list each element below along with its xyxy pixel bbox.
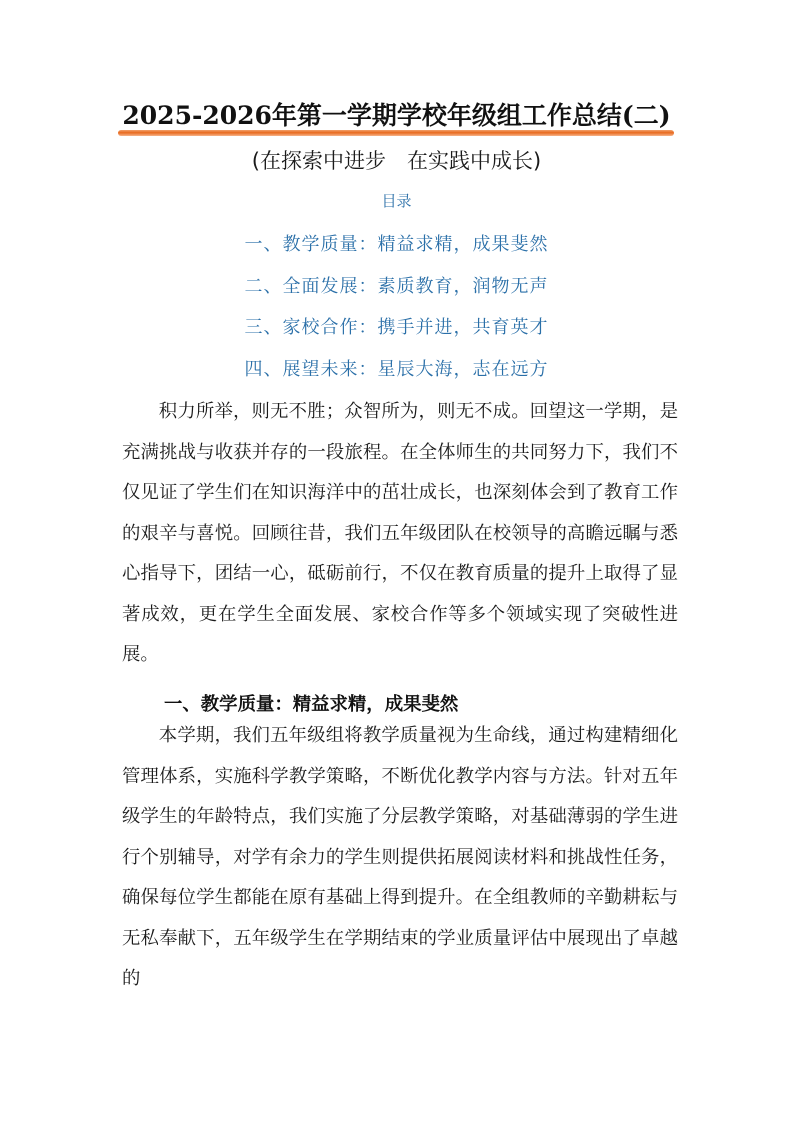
toc-item[interactable]: 一、教学质量：精益求精，成果斐然 (244, 234, 549, 255)
document-title: 2025-2026年第一学期学校年级组工作总结(二) (122, 101, 671, 130)
toc-item[interactable]: 三、家校合作：携手并进，共育英才 (244, 317, 549, 338)
intro-paragraph: 积力所举，则无不胜；众智所为，则无不成。回望这一学期，是充满挑战与收获并存的一段旅程。在全体师生的共同努力下，我们不仅见证了学生们在知识海洋中的茁壮成长，也深刻体会到了教育工作的艰辛与喜悦。回顾往昔，我们五年级团队在校领导的高瞻远瞩与悉心指导下，团结一心，砥砺前行，不仅在教育质量的提升上取得了显著成效，更在学生全面发展、家校合作等多个领域实现了突破性进展。 (122, 401, 678, 665)
toc-heading: 目录 (381, 192, 412, 210)
section-heading: 一、教学质量：精益求精，成果斐然 (164, 694, 459, 715)
toc-item[interactable]: 二、全面发展：素质教育，润物无声 (244, 276, 549, 297)
title-underline (118, 130, 674, 136)
section-paragraph: 本学期，我们五年级组将教学质量视为生命线，通过构建精细化管理体系，实施科学教学策略，不断优化教学内容与方法。针对五年级学生的年龄特点，我们实施了分层教学策略，对基础薄弱的学生进行个别辅导，对学有余力的学生则提供拓展阅读材料和挑战性任务，确保每位学生都能在原有基础上得到提升。在全组教师的辛勤耕耘与无私奉献下，五年级学生在学期结束的学业质量评估中展现出了卓越的 (122, 725, 678, 989)
document-subtitle: (在探索中进步 在实践中成长) (251, 149, 542, 173)
toc-item[interactable]: 四、展望未来：星辰大海，志在远方 (244, 359, 549, 380)
